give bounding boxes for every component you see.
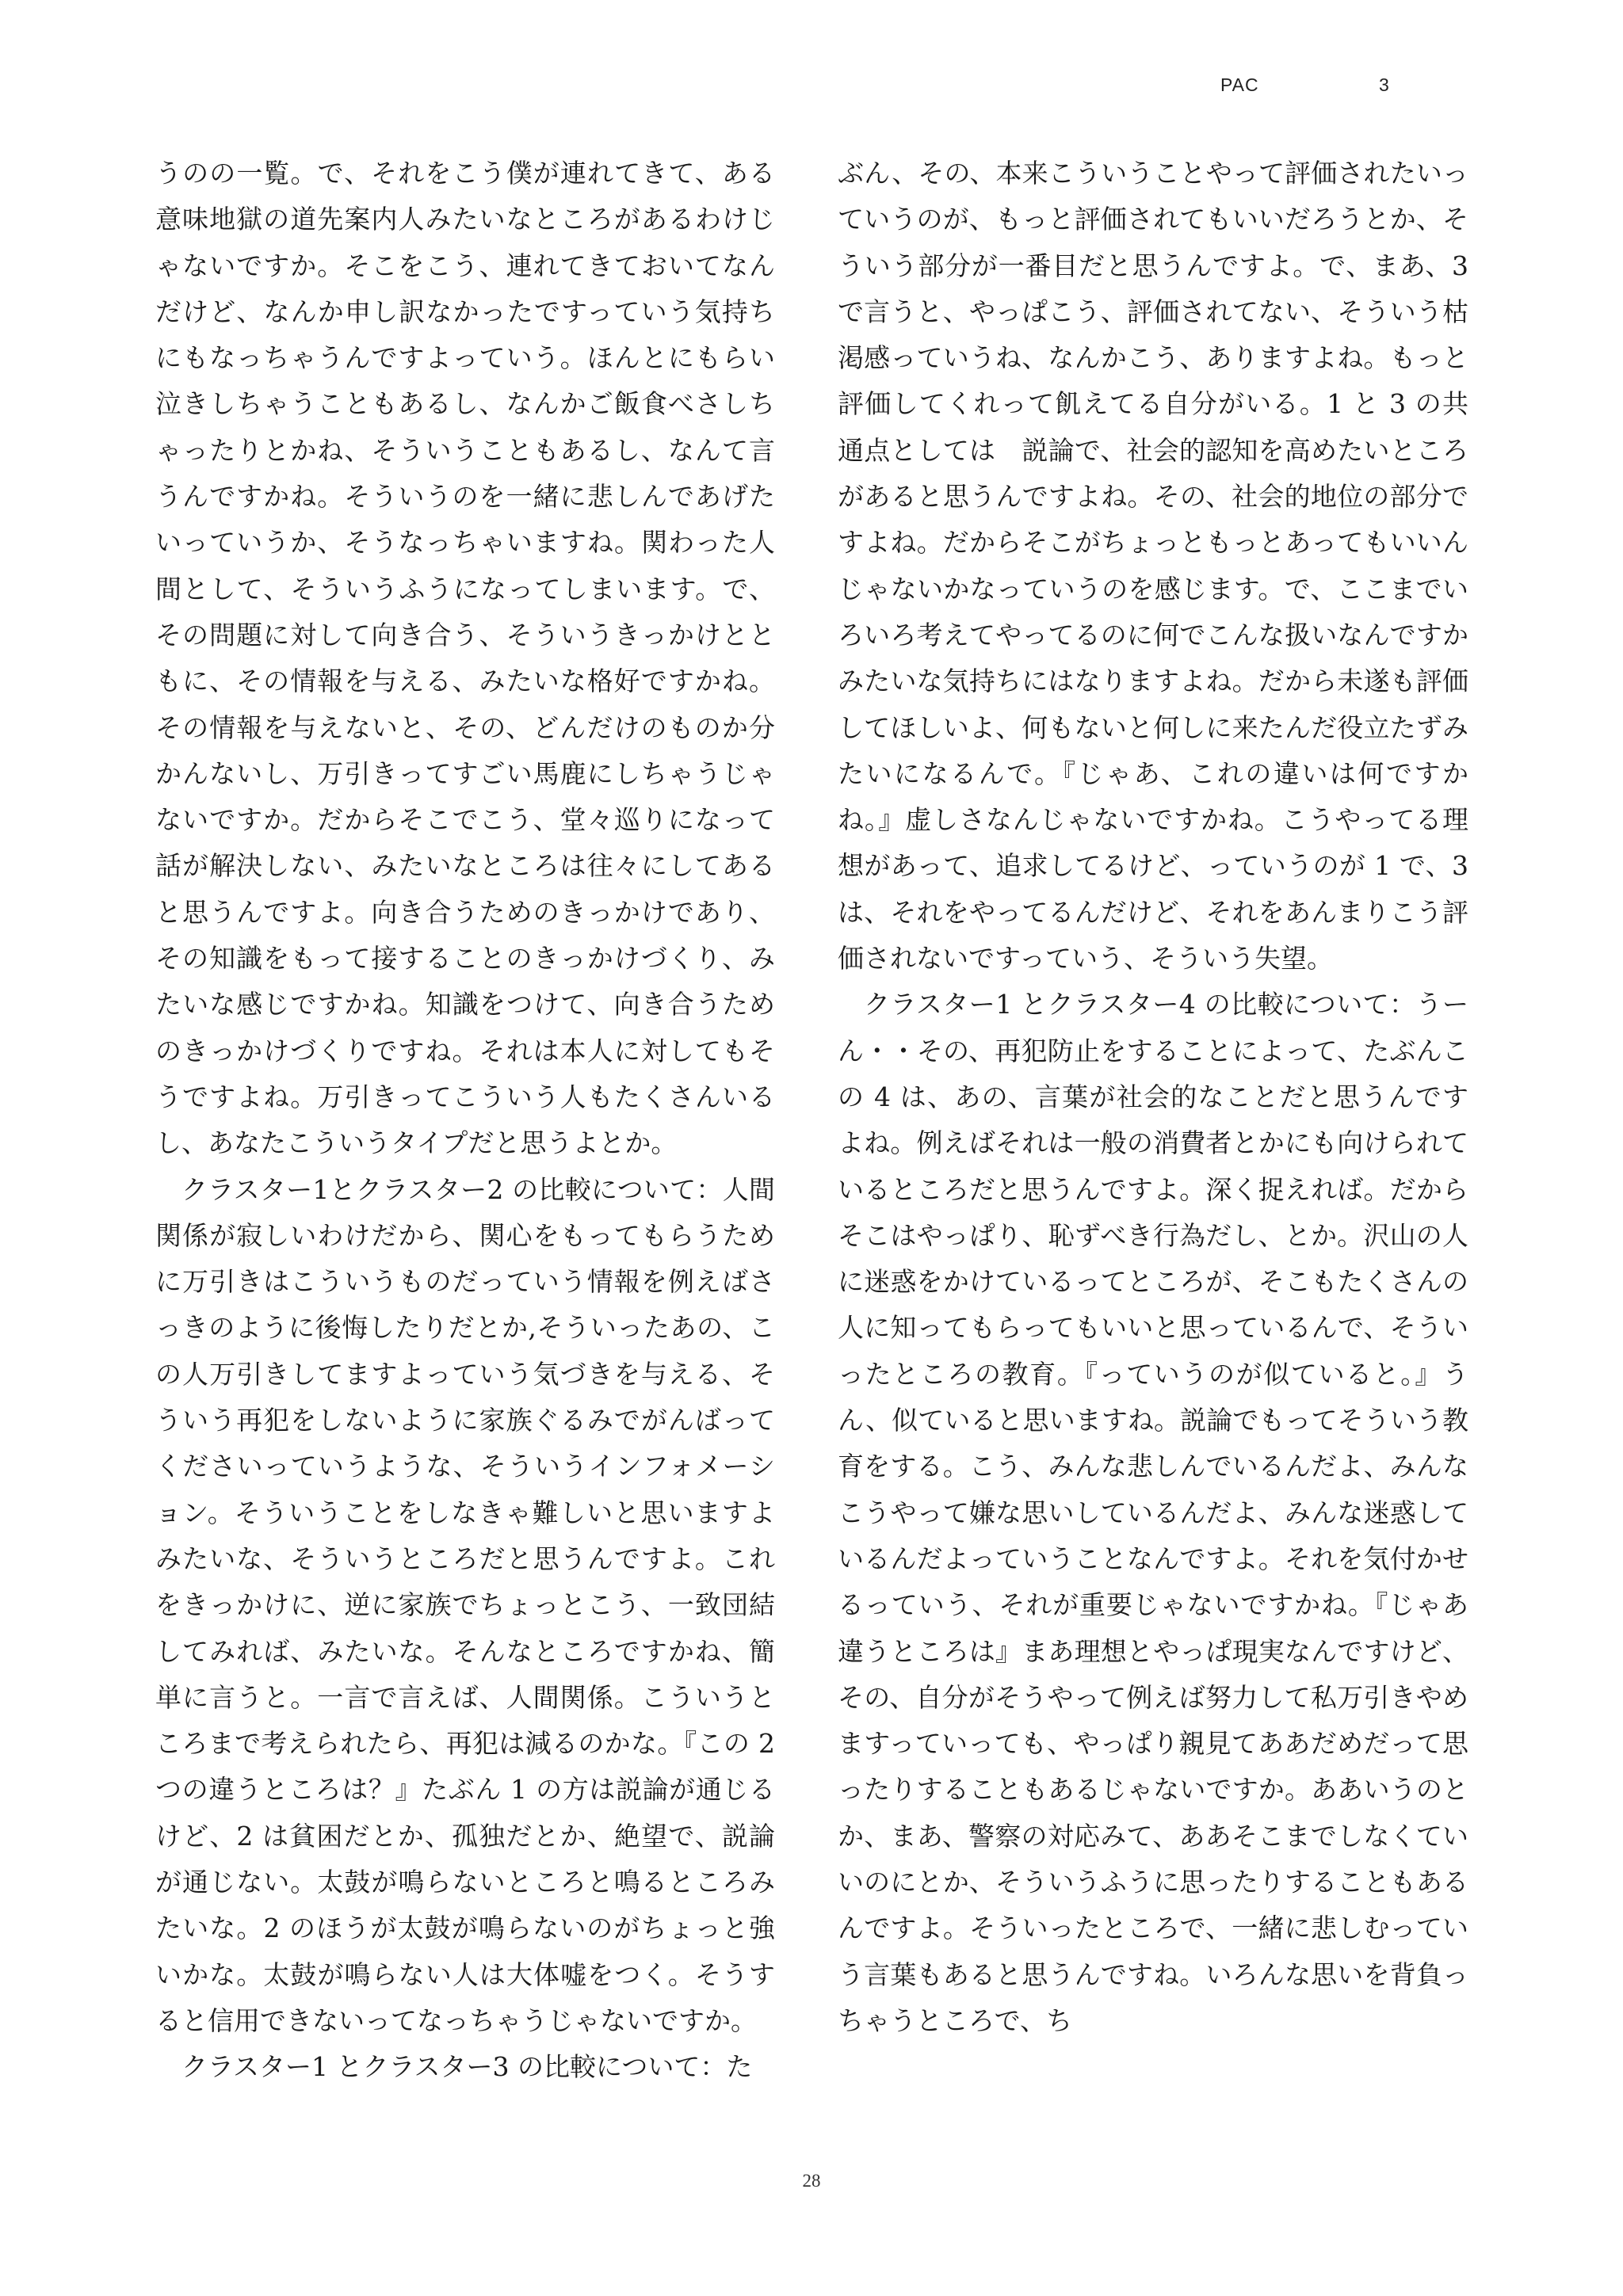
body-paragraph: クラスター1とクラスター2 の比較について：人間関係が寂しいわけだから、関心をもってもらうために万引きはこういうものだっていう情報を例えばさっきのように後悔したりだとか,そういったあの、この人万引きしてますよっていう気づきを与える、そういう再犯をしないように家族ぐるみでがんばってくださいっていうような、そういうインフォメーション。そういうことをしなきゃ難しいと思いますよみたいな、そういうところだと思うんですよ。これをきっかけに、逆に家族でちょっとこう、一致団結してみれば、みたいな。そんなところですかね、簡単に言うと。一言で言えば、人間関係。こういうところまで考えられたら、再犯は減るのかな。『この 2 つの違うところは？』たぶん 1 の方は説論が通じるけど、2 は貧困だとか、孤独だとか、絶望で、説論が通じない。太鼓が鳴らないところと鳴るところみたいな。2 のほうが太鼓が鳴らないのがちょっと強いかな。太鼓が鳴らない人は大体嘘をつく。そうすると信用できないってなっちゃうじゃないですか。	[155, 1173, 775, 2036]
body-paragraph: クラスター1 とクラスター4 の比較について：うーん・・その、再犯防止をすることによって、たぶんこの 4 は、あの、言葉が社会的なことだと思うんですよね。例えばそれは一般の消費者とかにも向けられているところだと思うんですよ。深く捉えれば。だからそこはやっぱり、恥ずべき行為だし、とか。沢山の人に迷惑をかけているってところが、そこもたくさんの人に知ってもらってもいいと思っているんで、そういったところの教育。『っていうのが似ていると。』うん、似ていると思いますね。説論でもってそういう教育をする。こう、みんな悲しんでいるんだよ、みんなこうやって嫌な思いしているんだよ、みんな迷惑しているんだよっていうことなんですよ。それを気付かせるっていう、それが重要じゃないですかね。『じゃあ違うところは』まあ理想とやっぱ現実なんですけど、その、自分がそうやって例えば努力して私万引きやめますっていっても、やっぱり親見てああだめだって思ったりすることもあるじゃないですか。ああいうのとか、まあ、警察の対応みて、ああそこまでしなくていいのにとか、そういうふうに思ったりすることもあるんですよ。そういったところで、一緒に悲しむっていう言葉もあると思うんですね。いろんな思いを背負っちゃうところで、ち	[838, 989, 1468, 2036]
running-header	[1220, 74, 1390, 96]
left-text-column	[155, 151, 775, 2090]
body-paragraph: うのの一覧。で、それをこう僕が連れてきて、ある意味地獄の道先案内人みたいなところがあるわけじゃないですか。そこをこう、連れてきておいてなんだけど、なんか申し訳なかったですっていう気持ちにもなっちゃうんですよっていう。ほんとにもらい泣きしちゃうこともあるし、なんかご飯食べさしちゃったりとかね、そういうこともあるし、なんて言うんですかね。そういうのを一緒に悲しんであげたいっていうか、そうなっちゃいますね。関わった人間として、そういうふうになってしまいます。で、その問題に対して向き合う、そういうきっかけとともに、その情報を与える、みたいな格好ですかね。その情報を与えないと、その、どんだけのものか分かんないし、万引きってすごい馬鹿にしちゃうじゃないですか。だからそこでこう、堂々巡りになって話が解決しない、みたいなところは往々にしてあると思うんですよ。向き合うためのきっかけであり、その知識をもって接することのきっかけづくり、みたいな感じですかね。知識をつけて、向き合うためのきっかけづくりですね。それは本人に対してもそうですよね。万引きってこういう人もたくさんいるし、あなたこういうタイプだと思うよとか。	[155, 158, 775, 1159]
body-paragraph: クラスター1 とクラスター3 の比較について：た	[181, 2051, 753, 2083]
page-folio: 28	[802, 2171, 821, 2191]
running-title: PAC	[1220, 74, 1259, 95]
header-page-number: 3	[1379, 74, 1390, 95]
right-text-column	[838, 151, 1468, 2044]
body-paragraph: ぶん、その、本来こういうことやって評価されたいっていうのが、もっと評価されてもいいだろうとか、そういう部分が一番目だと思うんですよ。で、まあ、3 で言うと、やっぱこう、評価されてない、そういう枯渇感っていうね、なんかこう、ありますよね。もっと評価してくれって飢えてる自分がいる。1 と 3 の共通点としては 説論で、社会的認知を高めたいところがあると思うんですよね。その、社会的地位の部分ですよね。だからそこがちょっともっとあってもいいんじゃないかなっていうのを感じます。で、ここまでいろいろ考えてやってるのに何でこんな扱いなんですかみたいな気持ちにはなりますよね。だから未遂も評価してほしいよ、何もないと何しに来たんだ役立たずみたいになるんで。『じゃあ、これの違いは何ですかね。』虚しさなんじゃないですかね。こうやってる理想があって、追求してるけど、っていうのが 1 で、3 は、それをやってるんだけど、それをあんまりこう評価されないですっていう、そういう失望。	[838, 158, 1468, 974]
